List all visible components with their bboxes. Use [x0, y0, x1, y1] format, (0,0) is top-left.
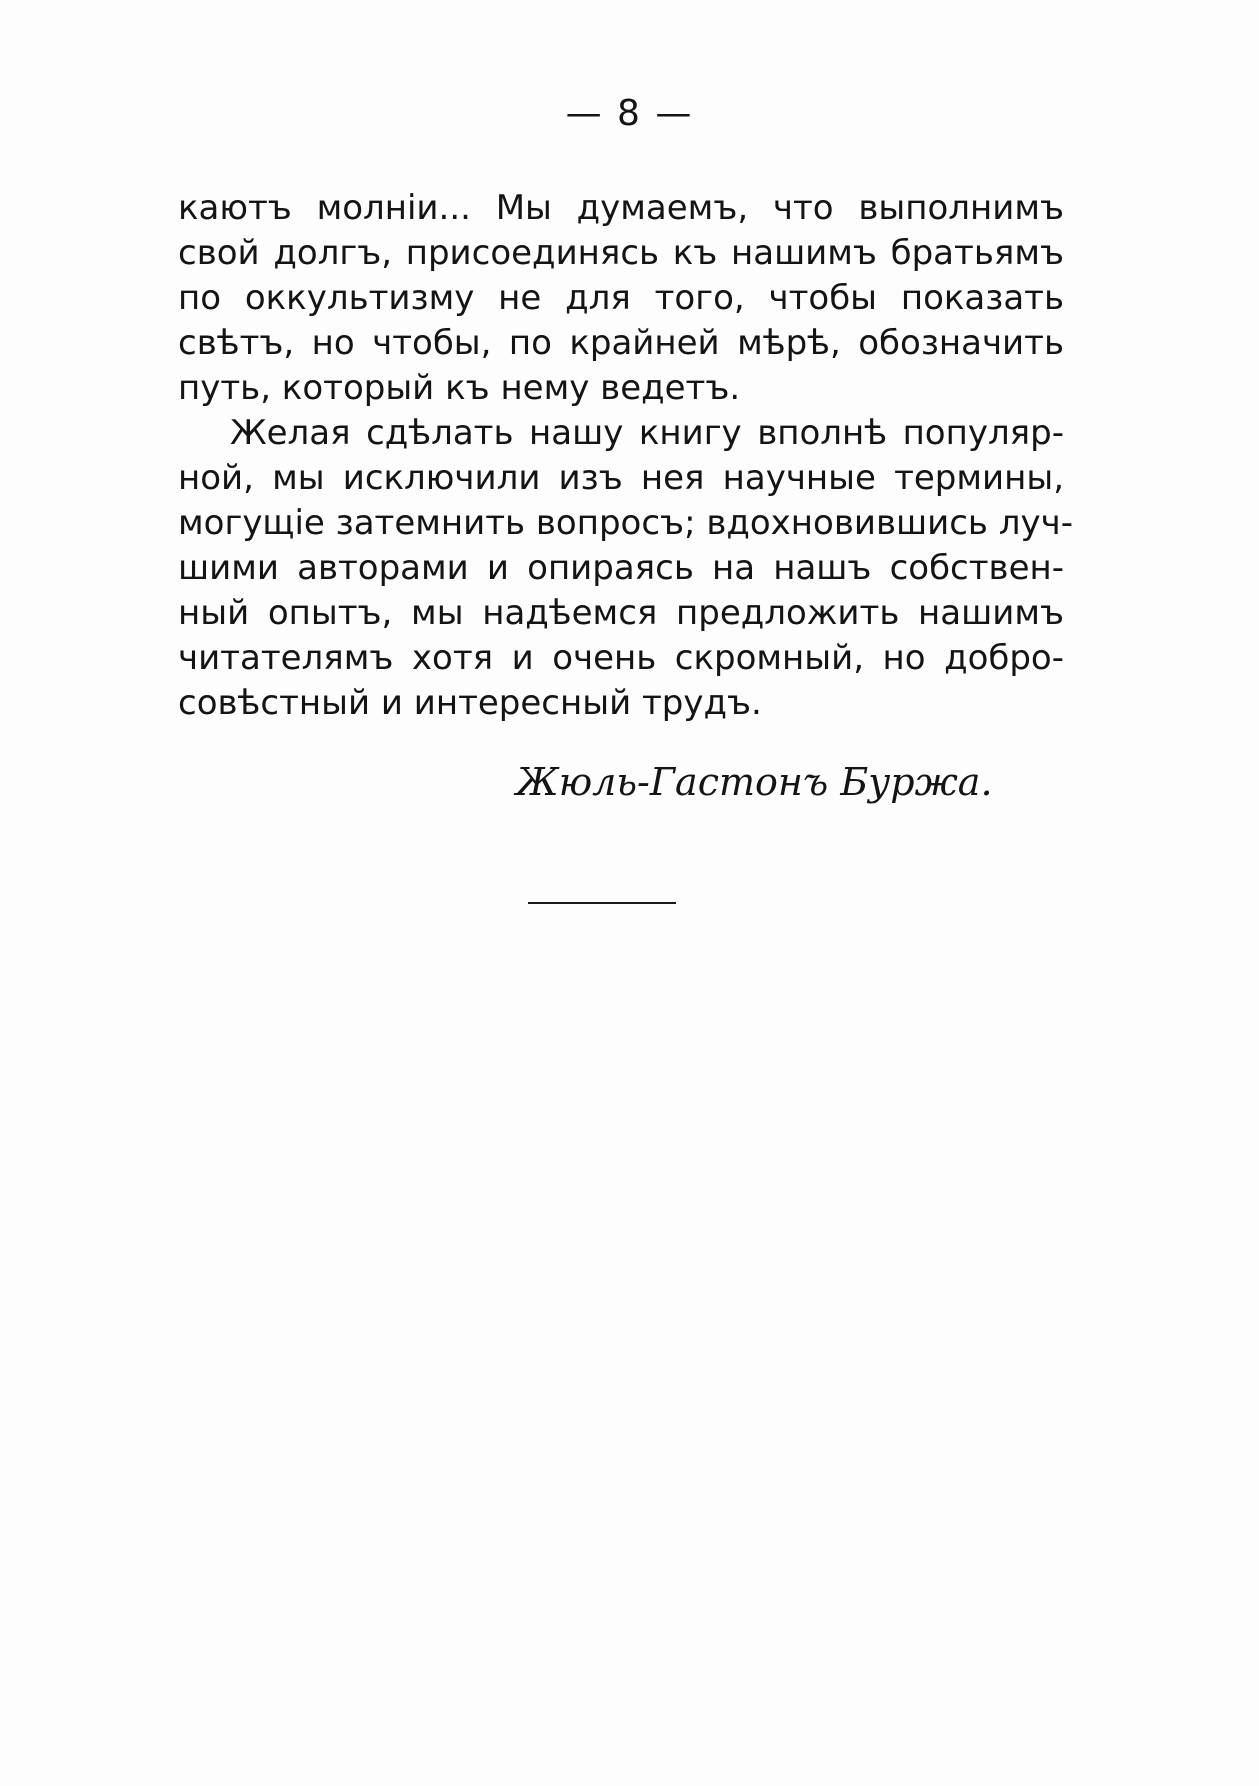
- text-line: путь, который къ нему ведетъ.: [178, 368, 741, 408]
- author-signature: Жюль-Гастонъ Буржа.: [516, 760, 993, 804]
- body-text: [178, 186, 1073, 726]
- text-line: свѣтъ, но чтобы, по крайней мѣрѣ, обозначить: [178, 323, 1064, 363]
- paragraph-2: [178, 411, 1073, 726]
- text-line: свой долгъ, присоединясь къ нашимъ братьямъ: [178, 233, 1064, 273]
- text-line: совѣстный и интересный трудъ.: [178, 683, 762, 723]
- text-line: шими авторами и опираясь на нашъ собствен-: [178, 548, 1064, 588]
- text-line: ной, мы исключили изъ нея научные термины,: [178, 458, 1064, 498]
- page-number: — 8 —: [565, 93, 694, 134]
- text-line: по оккультизму не для того, чтобы показать: [178, 278, 1064, 318]
- text-line: ный опытъ, мы надѣемся предложить нашимъ: [178, 593, 1064, 633]
- text-line: могущіе затемнить вопросъ; вдохновившись луч-: [178, 503, 1073, 543]
- paragraph-1: [178, 186, 1064, 411]
- text-line: Желая сдѣлать нашу книгу вполнѣ популяр-: [230, 413, 1064, 453]
- text-line: читателямъ хотя и очень скромный, но добро-: [178, 638, 1064, 678]
- section-divider: [528, 902, 676, 904]
- text-line: каютъ молніи... Мы думаемъ, что выполнимъ: [178, 188, 1064, 228]
